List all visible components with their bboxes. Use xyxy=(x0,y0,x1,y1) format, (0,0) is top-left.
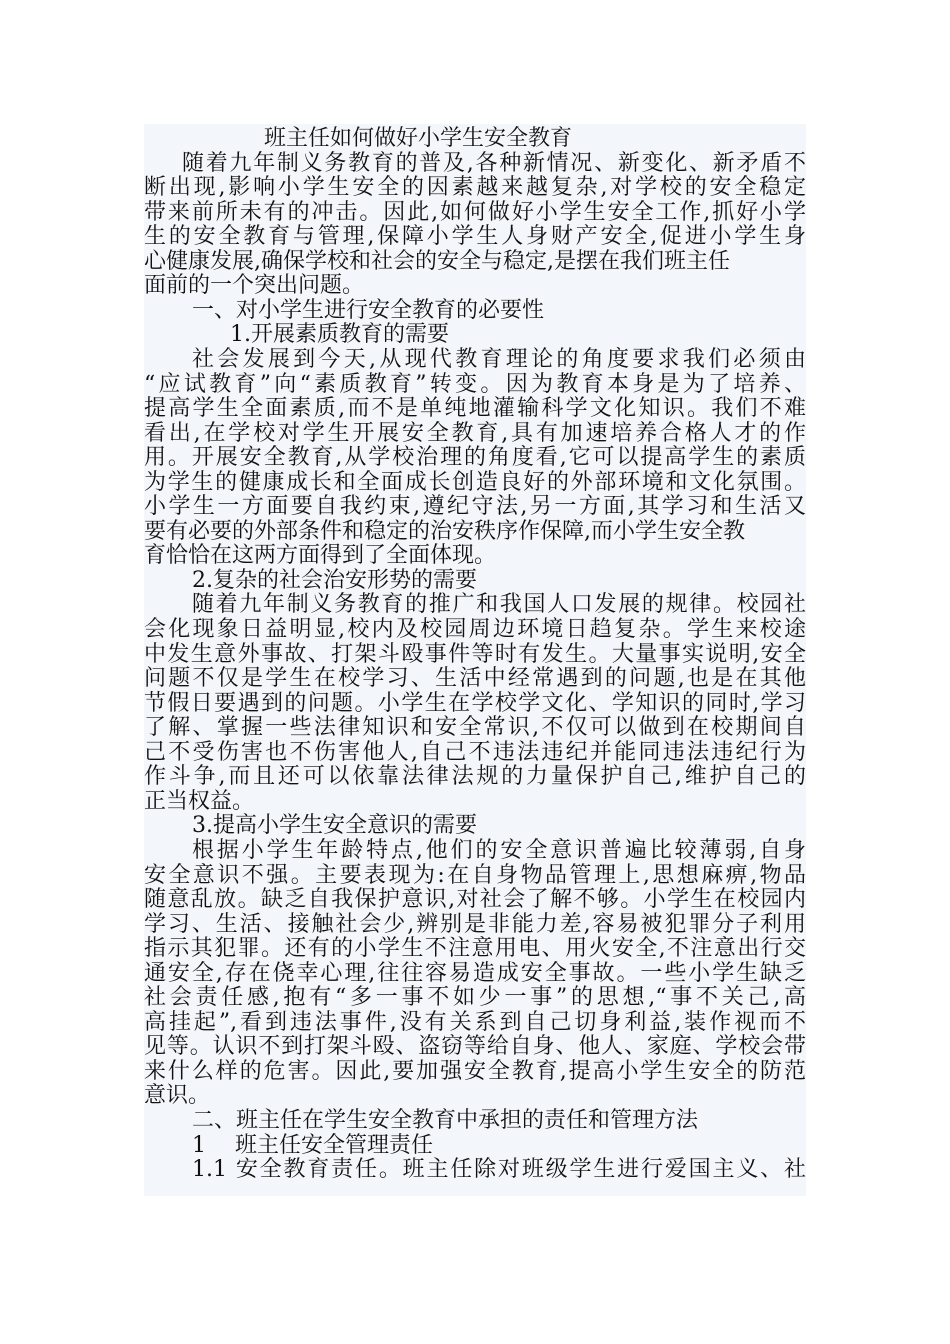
text-line: 己不受伤害也不伤害他人,自己不违法违纪并能同违法违纪行为 xyxy=(144,739,806,765)
text-line: 随意乱放。缺乏自我保护意识,对社会了解不够。小学生在校园内 xyxy=(144,887,806,913)
text-line: 见等。认识不到打架斗殴、盗窃等给自身、他人、家庭、学校会带 xyxy=(144,1034,806,1060)
text-line: 生的安全教育与管理,保障小学生人身财产安全,促进小学生身 xyxy=(144,224,806,250)
text-line: 安全意识不强。主要表现为:在自身物品管理上,思想麻痹,物品 xyxy=(144,862,806,888)
text-line: 一、对小学生进行安全教育的必要性 xyxy=(192,297,545,323)
text-line: 社会责任感,抱有“多一事不如少一事”的思想,“事不关己,高 xyxy=(144,985,806,1011)
text-line: 了解、掌握一些法律知识和安全常识,不仅可以做到在校期间自 xyxy=(144,715,806,741)
text-line: 带来前所未有的冲击。因此,如何做好小学生安全工作,抓好小学 xyxy=(144,199,806,225)
text-line: 2.复杂的社会治安形势的需要 xyxy=(192,567,477,593)
text-line: 指示其犯罪。还有的小学生不注意用电、用火安全,不注意出行交 xyxy=(144,936,806,962)
text-line: 用。开展安全教育,从学校治理的角度看,它可以提高学生的素质 xyxy=(144,445,806,471)
text-line: 随着九年制义务教育的普及,各种新情况、新变化、新矛盾不 xyxy=(182,150,806,176)
text-line: “应试教育”向“素质教育”转变。因为教育本身是为了培养、 xyxy=(144,371,806,397)
text-line: 通安全,存在侥幸心理,往往容易造成安全事故。一些小学生缺乏 xyxy=(144,960,806,986)
text-line: 高挂起”,看到违法事件,没有关系到自己切身利益,装作视而不 xyxy=(144,1009,806,1035)
text-line: 学习、生活、接触社会少,辨别是非能力差,容易被犯罪分子利用 xyxy=(144,911,806,937)
text-line: 3.提高小学生安全意识的需要 xyxy=(192,813,477,839)
text-line: 二、班主任在学生安全教育中承担的责任和管理方法 xyxy=(192,1108,699,1133)
text-line: 断出现,影响小学生安全的因素越来越复杂,对学校的安全稳定 xyxy=(144,175,806,201)
text-line: 意识。 xyxy=(144,1083,211,1109)
text-line: 社会发展到今天,从现代教育理论的角度要求我们必须由 xyxy=(192,346,806,372)
text-line: 1.开展素质教育的需要 xyxy=(230,322,449,348)
text-line: 为学生的健康成长和全面成长创造良好的外部环境和文化氛围。 xyxy=(144,469,806,495)
text-line: 育恰恰在这两方面得到了全面体现。 xyxy=(144,543,497,569)
text-line: 面前的一个突出问题。 xyxy=(144,273,365,299)
text-line: 中发生意外事故、打架斗殴事件等时有发生。大量事实说明,安全 xyxy=(144,641,806,667)
text-line: 提高学生全面素质,而不是单纯地灌输科学文化知识。我们不难 xyxy=(144,396,806,422)
document-body xyxy=(144,124,806,1196)
text-line: 心健康发展,确保学校和社会的安全与稳定,是摆在我们班主任 xyxy=(144,248,730,274)
text-line: 根据小学生年龄特点,他们的安全意识普遍比较薄弱,自身 xyxy=(192,837,806,863)
text-line: 随着九年制义务教育的推广和我国人口发展的规律。校园社 xyxy=(192,592,806,618)
text-line: 1.1 安全教育责任。班主任除对班级学生进行爱国主义、社 xyxy=(192,1157,806,1183)
text-line: 作斗争,而且还可以依靠法律法规的力量保护自己,维护自己的 xyxy=(144,764,806,790)
document-title: 班主任如何做好小学生安全教育 xyxy=(264,126,573,151)
text-line: 会化现象日益明显,校内及校园周边环境日趋复杂。学生来校途 xyxy=(144,617,806,642)
text-line: 节假日要遇到的问题。小学生在学校学文化、学知识的同时,学习 xyxy=(144,690,806,716)
text-line: 要有必要的外部条件和稳定的治安秩序作保障,而小学生安全教 xyxy=(144,518,745,544)
text-line: 1 班主任安全管理责任 xyxy=(192,1132,433,1158)
text-line: 问题不仅是学生在校学习、生活中经常遇到的问题,也是在其他 xyxy=(144,666,806,692)
text-line: 小学生一方面要自我约束,遵纪守法,另一方面,其学习和生活又 xyxy=(144,494,806,520)
text-line: 来什么样的危害。因此,要加强安全教育,提高小学生安全的防范 xyxy=(144,1058,806,1084)
text-line: 看出,在学校对学生开展安全教育,具有加速培养合格人才的作 xyxy=(144,420,806,446)
text-line: 正当权益。 xyxy=(144,788,255,814)
